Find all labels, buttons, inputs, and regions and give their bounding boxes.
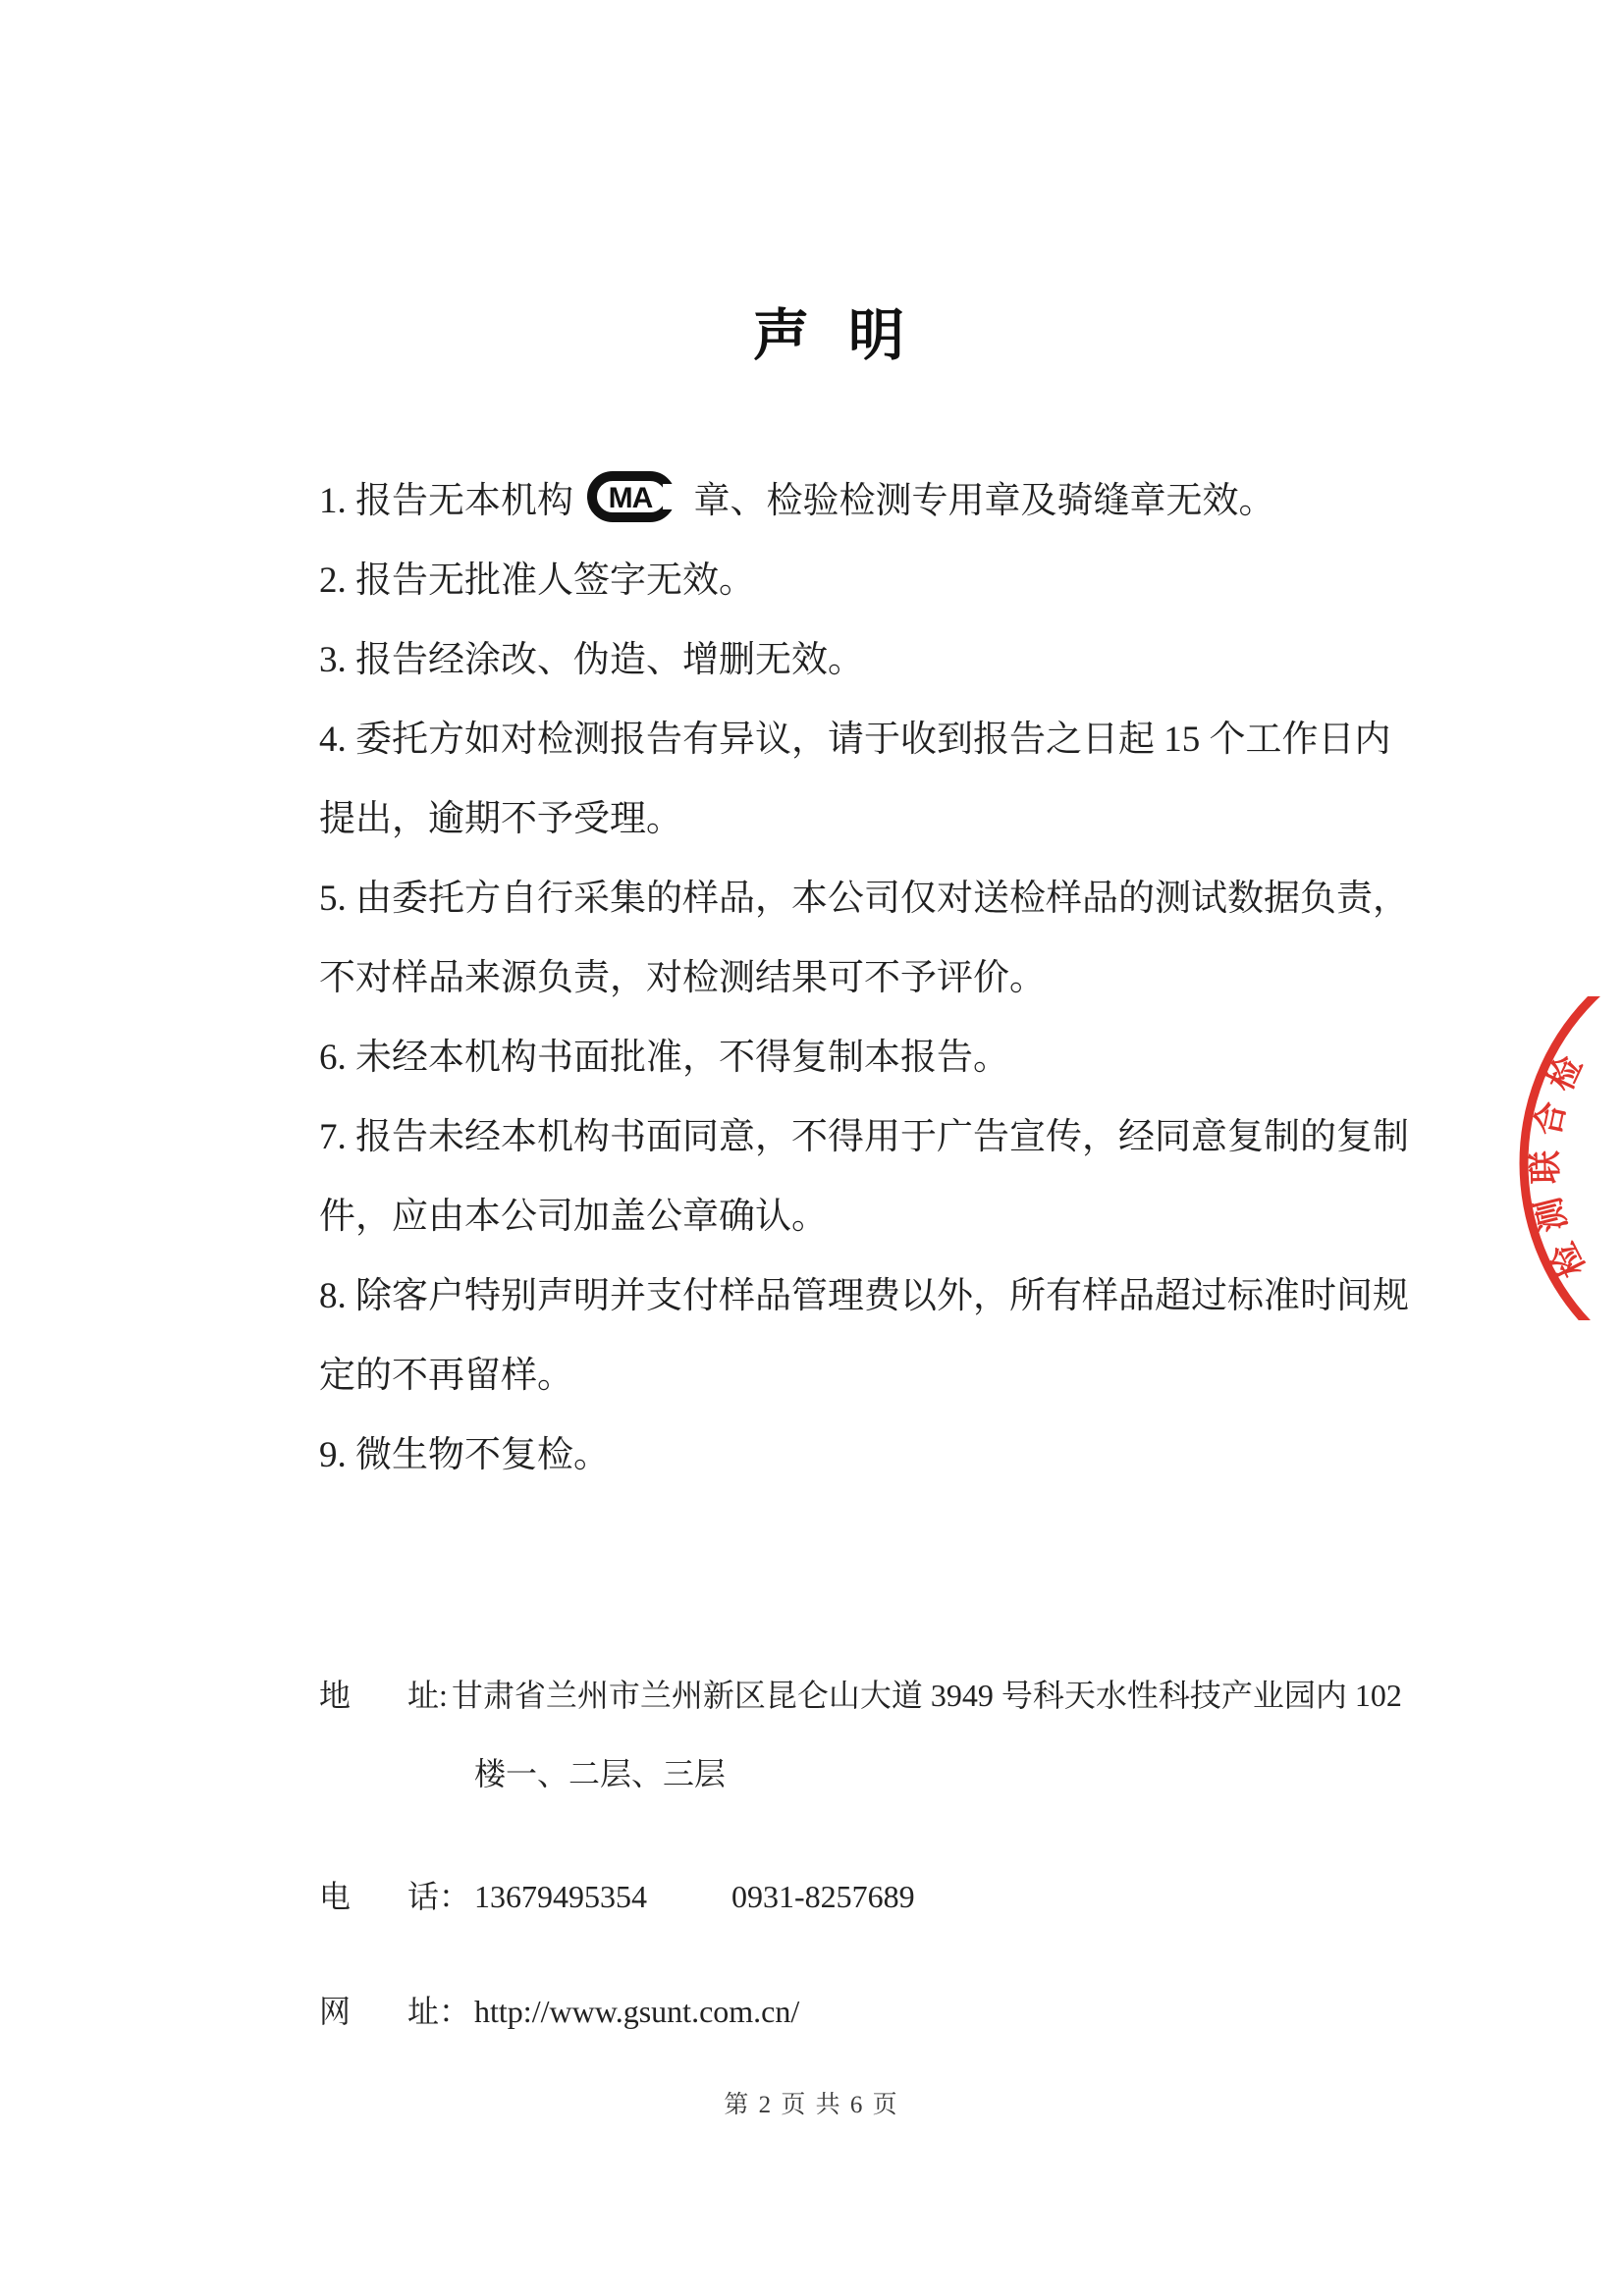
seal-char: 测 [1530, 1194, 1575, 1235]
statement-line: 5. 由委托方自行采集的样品，本公司仅对送检样品的测试数据负责， [319, 879, 1409, 919]
statement-line: 提出，逾期不予受理。 [319, 799, 682, 839]
cross-page-seal-stamp [1451, 996, 1623, 1320]
statement-line: 7. 报告未经本机构书面同意，不得用于广告宣传，经同意复制的复制 [319, 1117, 1409, 1157]
statement-list [319, 461, 1409, 1495]
statement-line: 8. 除客户特别声明并支付样品管理费以外，所有样品超过标准时间规 [319, 1276, 1409, 1316]
statement-line: 4. 委托方如对检测报告有异议，请于收到报告之日起 15 个工作日内 [319, 720, 1391, 760]
address-label-left: 地 [319, 1678, 352, 1713]
contact-website-row [319, 1987, 799, 2032]
statement-line: 不对样品来源负责，对检测结果可不予评价。 [319, 958, 1046, 998]
statement-item-1-pre: 1. 报告无本机构 [319, 481, 573, 521]
statement-line: 6. 未经本机构书面批准，不得复制本报告。 [319, 1038, 1009, 1078]
contact-phone-row [319, 1872, 915, 1917]
phone-number-2: 0931-8257689 [731, 1879, 915, 1914]
seal-char: 检 [1542, 1050, 1590, 1097]
statement-item-1 [319, 461, 1360, 541]
phone-label-left: 电 [319, 1879, 352, 1914]
contact-address-row [319, 1671, 1402, 1716]
cma-mark-letters: MA [608, 482, 653, 514]
website-url: http://www.gsunt.com.cn/ [474, 1994, 800, 2029]
seal-char: 检 [1544, 1236, 1594, 1283]
cma-mark-icon [586, 471, 676, 522]
statement-line: 2. 报告无批准人签字无效。 [319, 561, 755, 601]
website-label-right: 址： [407, 1994, 471, 2029]
phone-number-1: 13679495354 [474, 1879, 648, 1914]
page-title: 声明 [753, 305, 944, 367]
statement-line: 件，应由本公司加盖公章确认。 [319, 1197, 828, 1237]
page-number-footer: 第 2 页 共 6 页 [724, 2092, 899, 2118]
website-label-left: 网 [319, 1994, 352, 2029]
phone-label-right: 话： [407, 1879, 471, 1914]
address-value-line2: 楼一、二层、三层 [474, 1756, 727, 1791]
seal-char: 联 [1528, 1149, 1565, 1185]
statement-line: 定的不再留样。 [319, 1356, 573, 1396]
seal-ring [1524, 996, 1623, 1320]
seal-char: 合 [1530, 1098, 1573, 1140]
address-value: 甘肃省兰州市兰州新区昆仑山大道 3949 号科天水性科技产业园内 102 [451, 1678, 1402, 1713]
statement-item-1-post: 章、检验检测专用章及骑缝章无效。 [693, 481, 1275, 521]
statement-line: 9. 微生物不复检。 [319, 1435, 610, 1475]
statement-line: 3. 报告经涂改、伪造、增删无效。 [319, 640, 864, 680]
address-label-right: 址: [407, 1678, 448, 1713]
